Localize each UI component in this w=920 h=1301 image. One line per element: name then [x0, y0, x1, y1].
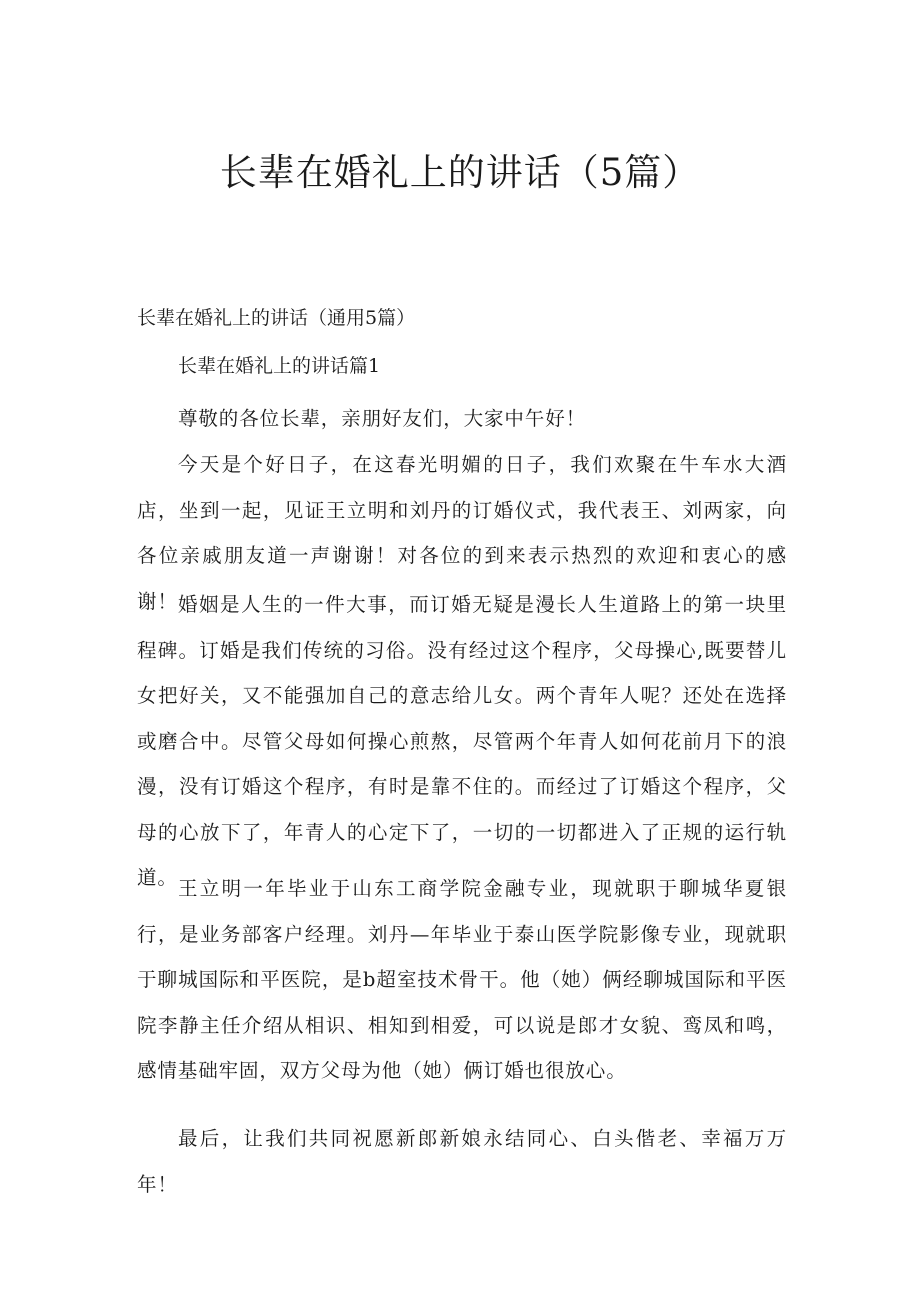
paragraph-couple-introduction: 王立明一年毕业于山东工商学院金融专业，现就职于聊城华夏银行，是业务部客户经理。刘丹—年毕业于泰山医学院影像专业，现就职于聊城国际和平医院，是b超室技术骨干。他（她）俩经聊城国际和平医院李静主任介绍从相识、相知到相爱，可以说是郎才女貌、鸾凤和鸣，感情基础牢固，双方父母为他（她）俩订婚也很放心。	[137, 877, 787, 1082]
document-title: 长辈在婚礼上的讲话（5篇）	[219, 151, 701, 194]
paragraph-closing-wishes: 最后，让我们共同祝愿新郎新娘永结同心、白头偕老、幸福万万年！	[137, 1127, 787, 1196]
paragraph-welcome: 今天是个好日子，在这春光明媚的日子，我们欢聚在牛车水大酒店，坐到一起，见证王立明和刘丹的订婚仪式，我代表王、刘两家，向各位亲戚朋友道一声谢谢！对各位的到来表示热烈的欢迎和衷心的感谢！	[137, 453, 787, 613]
section-heading: 长辈在婚礼上的讲话篇1	[178, 355, 381, 377]
document-subtitle: 长辈在婚礼上的讲话（通用5篇）	[137, 307, 416, 329]
paragraph-greeting: 尊敬的各位长辈，亲朋好友们，大家中午好！	[178, 407, 587, 430]
paragraph-engagement-meaning: 婚姻是人生的一件大事，而订婚无疑是漫长人生道路上的第一块里程碑。订婚是我们传统的习俗。没有经过这个程序，父母操心,既要替儿女把好关，又不能强加自己的意志给儿女。两个青年人呢？还处在选择或磨合中。尽管父母如何操心煎熬，尽管两个年青人如何花前月下的浪漫，没有订婚这个程序，有时是靠不住的。而经过了订婚这个程序，父母的心放下了，年青人的心定下了，一切的一切都进入了正规的运行轨道。	[137, 593, 787, 889]
